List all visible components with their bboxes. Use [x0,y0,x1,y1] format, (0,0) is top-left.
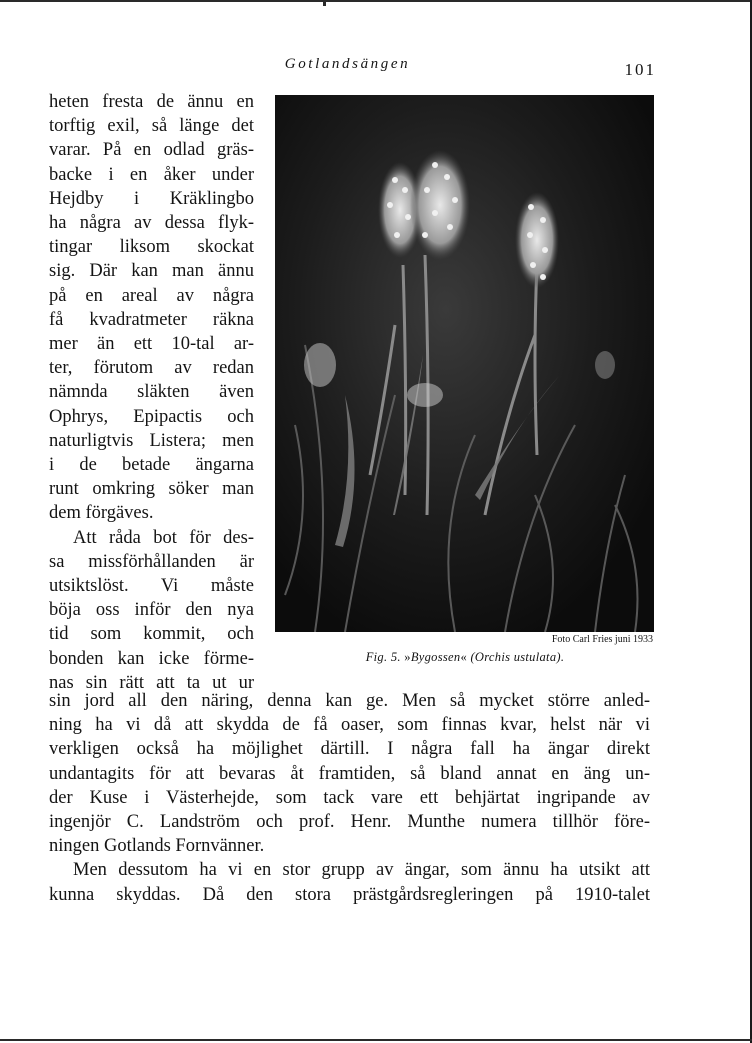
text-line: runt omkring söker man [49,479,254,500]
text-line: böja oss inför den nya [49,600,254,621]
text-line: ning ha vi då att skydda de få oaser, som finnas kvar, helst när vi [49,715,650,736]
text-line: varar. På en odlad gräs- [49,140,254,161]
text-line: ha några av dessa flyk- [49,213,254,234]
text-line: nas sin rätt att ta ut ur [49,672,254,693]
page-number: 101 [624,60,656,79]
figure-caption [300,650,630,665]
quote-open: » [404,650,411,664]
text-line: sin jord all den näring, denna kan ge. Men så mycket större anled- [49,691,650,711]
text-line: Men dessutom ha vi en stor grupp av ängar, som ännu ha utsikt att [73,860,650,881]
text-line: kunna skyddas. Då den stora prästgårdsregleringen på 1910-talet [49,884,650,905]
narrow-column-text [49,90,254,695]
text-line: sa missförhållanden är [49,551,254,572]
text-line: verkligen också ha möjlighet därtill. I några fall ha ängar direkt [49,739,650,760]
figure-latin-name: (Orchis ustulata). [470,650,565,664]
text-line: undantagits för att bevaras åt framtiden, så bland annat en äng un- [49,763,650,784]
text-line: ningen Gotlands Fornvänner. [49,836,265,857]
text-line: torftig exil, så länge det [49,116,254,137]
text-line: bonden kan icke förme- [49,648,254,669]
text-line: i de betade ängarna [49,455,254,476]
figure-common-name: Bygossen [410,650,461,664]
text-line: tid som kommit, och [49,624,254,645]
text-line: ter, förutom av redan [49,358,254,379]
text-line: tingar liksom skockat [49,237,254,258]
text-line: heten fresta de ännu en [49,92,254,112]
text-line: dem förgäves. [49,503,154,524]
text-line: nämnda släkten även [49,382,254,403]
running-title: Gotlandsängen [284,56,411,72]
quote-close: « [460,650,467,664]
top-edge-tick [323,0,326,6]
text-line: der Kuse i Västerhejde, som tack vare ett behjärtat ingripande av [49,787,650,808]
bottom-edge-rule [0,1039,752,1041]
figure-label: Fig. 5. [365,650,401,664]
orchid-photograph [275,95,654,632]
text-line: få kvadratmeter räkna [49,309,254,330]
full-width-text [49,689,650,907]
text-line: sig. Där kan man ännu [49,261,254,282]
text-line: Att råda bot för des- [73,527,254,548]
text-line: på en areal av några [49,285,254,306]
orchid-photo-image [275,95,654,632]
text-line: naturligtvis Listera; men [49,430,254,451]
text-line: mer än ett 10-tal ar- [49,334,254,355]
text-line: Ophrys, Epipactis och [49,406,254,427]
photo-credit: Foto Carl Fries juni 1933 [551,634,653,645]
text-line: utsiktslöst. Vi måste [49,576,254,597]
text-line: backe i en åker under [49,164,254,185]
text-line: ingenjör C. Landström och prof. Henr. Munthe numera tillhör före- [49,812,650,833]
text-line: Hejdby i Kräklingbo [49,188,254,209]
top-edge-rule [0,0,752,2]
